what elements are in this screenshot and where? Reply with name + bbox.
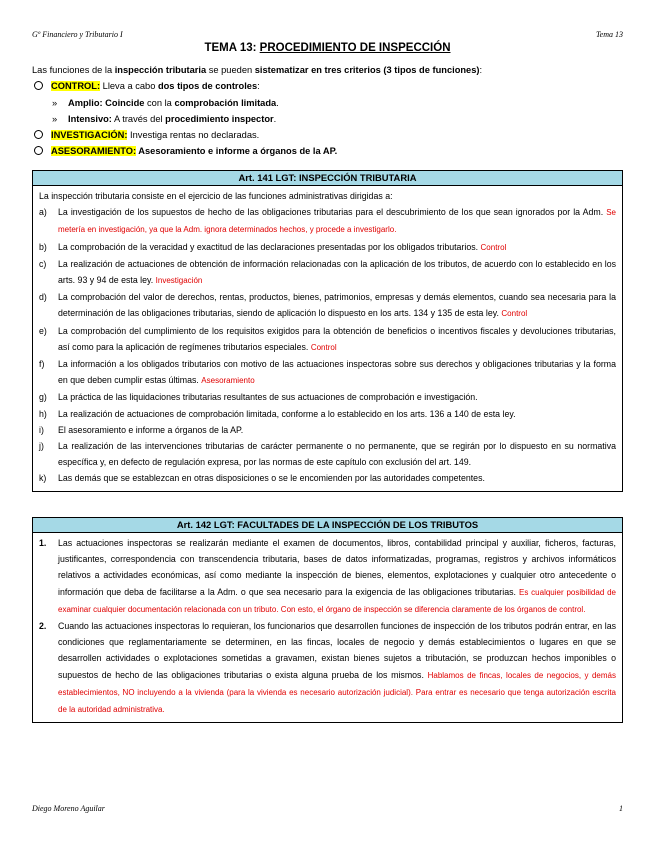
item-label: j)	[39, 441, 44, 452]
list-item	[39, 204, 616, 238]
sub-amplio: » Amplio: Coincide con la comprobación limitada.	[52, 97, 279, 108]
list-item	[39, 256, 616, 289]
item-note: Control	[480, 242, 507, 252]
list-item	[39, 535, 616, 618]
item-note: Es cualquier posibilidad de examinar cualquier documentación relacionada con un tributo. Con esto, el órgano de inspección se diferencia claramente de los órganos de control.	[58, 587, 616, 614]
list-item	[39, 356, 616, 389]
circle-bullet-icon	[34, 146, 43, 155]
item-text: La realización de actuaciones de comprobación limitada, conforme a lo establecido en los arts. 136 a 140 de esta ley.	[58, 408, 516, 419]
item-text: Las actuaciones inspectoras se realizarán mediante el examen de documentos, libros, contabilidad principal y auxiliar, ficheros, facturas, justificantes, correspondencia con transcendencia tributaria, bases de datos informatizadas, programas, registros y archivos informáticos relativos a actividades económicas, así como mediante la inspección de bienes, elementos, explotaciones y cualquier otro antecedente o información que deba de facilitarse a la Adm. o que sea necesario para la exigencia de las obligaciones tributarias. Es cualquier posibilidad de examinar cualquier documentación relacionada con un tributo. Con esto, el órgano de inspección se diferencia claramente de los órganos de control.	[58, 538, 616, 614]
item-text: La investigación de los supuestos de hecho de las obligaciones tributarias para el descubrimiento de los que sean ignorados por la Adm. Se metería en investigación, ya que la Adm. ignora determinados hechos, y procede a investigarlo.	[58, 207, 616, 235]
bullet-asesoramiento: ASESORAMIENTO: Asesoramiento e informe a órganos de la AP.	[32, 143, 632, 159]
item-text: La comprobación de la veracidad y exactitud de las declaraciones presentadas por los obligados tributarios. Control	[58, 241, 507, 252]
item-label: 1.	[39, 538, 47, 548]
item-label: b)	[39, 241, 47, 252]
page-title: TEMA 13: PROCEDIMIENTO DE INSPECCIÓN	[204, 42, 451, 54]
list-item	[39, 438, 616, 470]
item-note: Asesoramiento	[201, 376, 255, 386]
list-item	[39, 406, 616, 422]
header-left: Gº Financiero y Tributario I	[32, 30, 123, 39]
footer-author: Diego Moreno Aguilar	[32, 804, 105, 813]
article-142-box	[32, 517, 623, 723]
item-label: i)	[39, 424, 44, 435]
article-141-box	[32, 170, 623, 492]
circle-bullet-icon	[34, 130, 43, 139]
item-text: La información a los obligados tributarios con motivo de las actuaciones inspectoras sobre sus derechos y obligaciones tributarias y la forma en que deben cumplir estas últimas. Asesoramiento	[58, 359, 616, 386]
list-item	[39, 422, 616, 438]
item-text: La realización de las intervenciones tributarias de carácter permanente o no permanente, que se regirán por lo dispuesto en su normativa específica y, en defecto de regulación expresa, por las normas de este capítulo con exclusión del art. 149.	[58, 441, 616, 468]
item-note: Control	[501, 309, 528, 319]
item-text: La comprobación del valor de derechos, rentas, productos, bienes, patrimonios, empresas y demás elementos, cuando sea necesaria para la determinación de las obligaciones tributarias, siendo de aplicación lo dispuesto en los arts. 134 y 135 de esta ley. Control	[58, 292, 616, 319]
list-item	[39, 239, 616, 256]
list-item	[39, 323, 616, 356]
item-text: Cuando las actuaciones inspectoras lo requieran, los funcionarios que desarrollen funciones de inspección de los tributos podrán entrar, en las condiciones que reglamentariamente se determinen, en las fincas, locales de negocio y demás establecimientos o lugares en que se desarrollen actividades o explotaciones sometidas a gravamen, existan bienes sujetos a tributación, se produzcan hechos imponibles o supuestos de hecho de las obligaciones tributarias o exista alguna prueba de los mismos. Hablamos de fincas, locales de negocios, y demás establecimientos, NO incluyendo a la vivienda (para la vivienda es necesario autorización judicial). Para entrar es necesario que tenga autorización escrita de la autoridad administrativa.	[58, 621, 616, 715]
item-text: La realización de actuaciones de obtención de información relacionadas con la aplicación de los tributos, de acuerdo con lo establecido en los arts. 93 y 94 de esta ley. Investigación	[58, 258, 616, 286]
article-141-list	[39, 204, 616, 486]
item-text: Las demás que se establezcan en otras disposiciones o se le encomienden por las autoridades competentes.	[58, 473, 485, 484]
bullet-control: CONTROL: Lleva a cabo dos tipos de controles:	[32, 78, 632, 94]
item-label: d)	[39, 292, 47, 303]
bullet-investigacion: INVESTIGACIÓN: Investiga rentas no declaradas.	[32, 127, 632, 143]
item-label: k)	[39, 473, 47, 484]
item-text: La comprobación del cumplimiento de los requisitos exigidos para la obtención de beneficios o incentivos fiscales y devoluciones tributarias, así como para la aplicación de regímenes tributarios especiales. Control	[58, 325, 616, 352]
circle-bullet-icon	[34, 81, 43, 90]
item-text: La práctica de las liquidaciones tributarias resultantes de sus actuaciones de comprobación e investigación.	[58, 392, 478, 403]
item-label: c)	[39, 258, 47, 269]
article-142-list	[39, 535, 616, 718]
page-number: 1	[619, 804, 623, 813]
list-item	[39, 618, 616, 718]
list-item	[39, 389, 616, 405]
intro-section	[32, 62, 632, 160]
header-right: Tema 13	[595, 30, 623, 39]
item-label: a)	[39, 207, 47, 218]
item-label: e)	[39, 325, 47, 336]
item-note: Se metería en investigación, ya que la Adm. ignora determinados hechos, y procede a investigarlo.	[58, 208, 616, 235]
item-label: 2.	[39, 621, 47, 632]
item-note: Investigación	[155, 276, 203, 286]
item-label: g)	[39, 392, 47, 403]
item-label: f)	[39, 359, 45, 370]
item-text: El asesoramiento e informe a órganos de la AP.	[58, 424, 244, 435]
item-note: Control	[310, 342, 337, 352]
item-note: Hablamos de fincas, locales de negocios, y demás establecimientos, NO incluyendo a la vivienda (para la vivienda es necesario autorización judicial). Para entrar es necesario que tenga autorización escrita de la autoridad administrativa.	[58, 670, 616, 715]
item-label: h)	[39, 408, 47, 419]
article-142-heading: Art. 142 LGT: FACULTADES DE LA INSPECCIÓN DE LOS TRIBUTOS	[33, 518, 622, 533]
article-141-lead: La inspección tributaria consiste en el ejercicio de las funciones administrativas dirigidas a:	[39, 191, 393, 201]
sub-intensivo: » Intensivo: A través del procedimiento inspector.	[52, 113, 277, 124]
article-141-heading: Art. 141 LGT: INSPECCIÓN TRIBUTARIA	[33, 171, 622, 186]
intro-lead: Las funciones de la inspección tributaria se pueden sistematizar en tres criterios (3 tipos de funciones):	[32, 65, 483, 75]
list-item	[39, 289, 616, 322]
list-item	[39, 470, 616, 486]
